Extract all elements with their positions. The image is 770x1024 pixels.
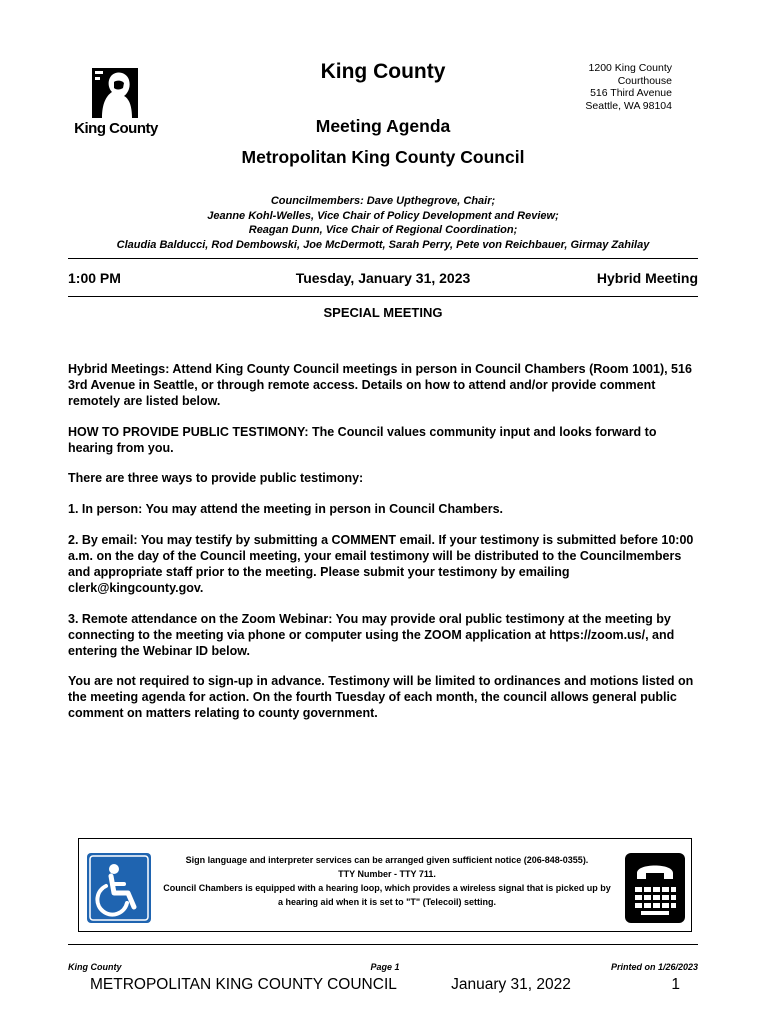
tty-phone-icon — [625, 853, 685, 923]
member-line: Councilmembers: Dave Upthegrove, Chair; — [270, 195, 496, 207]
address-block — [560, 62, 672, 112]
member-line: Reagan Dunn, Vice Chair of Regional Coordination; — [248, 224, 518, 236]
notice-line: TTY Number - TTY 711. — [338, 869, 436, 879]
address-line: 1200 King County — [588, 62, 672, 74]
mlk-portrait-icon — [92, 68, 138, 118]
special-meeting-heading: SPECIAL MEETING — [323, 305, 443, 320]
meeting-time: 1:00 PM — [68, 270, 121, 286]
meeting-date: Tuesday, January 31, 2023 — [295, 270, 471, 286]
member-line: Jeanne Kohl-Welles, Vice Chair of Policy Development and Review; — [207, 209, 559, 222]
footer-date: January 31, 2022 — [451, 976, 571, 993]
address-line: Courthouse — [617, 74, 672, 87]
footer-printed: Printed on 1/26/2023 — [610, 962, 698, 972]
agenda-title: Meeting Agenda — [315, 116, 451, 136]
footer-divider — [68, 944, 698, 945]
footer-council: METROPOLITAN KING COUNTY COUNCIL — [90, 976, 397, 993]
page-title: King County — [320, 60, 446, 83]
footer-left: King County — [68, 962, 122, 972]
council-name: Metropolitan King County Council — [241, 147, 525, 167]
meeting-type: Hybrid Meeting — [596, 270, 698, 286]
paragraph-testimony-heading: HOW TO PROVIDE PUBLIC TESTIMONY: The Council values community input and looks forward to hearing from you. — [68, 425, 657, 455]
divider — [68, 296, 698, 297]
footer-page: Page 1 — [370, 962, 400, 972]
logo-text: King County — [74, 120, 158, 137]
paragraph-in-person: 1. In person: You may attend the meeting in person in Council Chambers. — [68, 502, 504, 516]
address-line: 516 Third Avenue — [590, 87, 672, 99]
notice-line: Council Chambers is equipped with a hearing loop, which provides a wireless signal that is picked up by a hearing aid when it is set to "T" (Telecoil) setting. — [163, 883, 611, 907]
paragraph-email: 2. By email: You may testify by submitting a COMMENT email. If your testimony is submitted before 10:00 a.m. on the day of the Council meeting, your email testimony will be distributed to the Councilmembers and appropriate staff prior to the meeting. Please submit your testimony by emailing clerk@kingcounty.gov. — [68, 533, 694, 595]
paragraph-signup: You are not required to sign-up in advance. Testimony will be limited to ordinances and motions listed on the meeting agenda for action. On the fourth Tuesday of each month, the council allows general public comment on matters relating to county government. — [68, 674, 694, 720]
member-line: Claudia Balducci, Rod Dembowski, Joe McDermott, Sarah Perry, Pete von Reichbauer, Girmay Zahilay — [116, 238, 650, 251]
address-line: Seattle, WA 98104 — [585, 99, 672, 112]
footer-page-number: 1 — [671, 976, 680, 993]
councilmembers-list — [68, 194, 698, 252]
paragraph-remote: 3. Remote attendance on the Zoom Webinar: You may provide oral public testimony at the meeting by connecting to the meeting via phone or computer using the ZOOM application at https://zoom.us/, and entering the Webinar ID below. — [68, 612, 675, 658]
paragraph-three-ways: There are three ways to provide public testimony: — [68, 471, 364, 485]
notice-text — [163, 853, 611, 909]
paragraph-hybrid: Hybrid Meetings: Attend King County Council meetings in person in Council Chambers (Room 1001), 516 3rd Avenue in Seattle, or through remote access. Details on how to attend and/or provide comment remotely are listed below. — [68, 362, 692, 408]
accessibility-notice — [78, 838, 692, 932]
wheelchair-accessibility-icon — [87, 853, 151, 923]
divider — [68, 258, 698, 259]
notice-line: Sign language and interpreter services can be arranged given sufficient notice (206-848-0355). — [185, 855, 589, 865]
